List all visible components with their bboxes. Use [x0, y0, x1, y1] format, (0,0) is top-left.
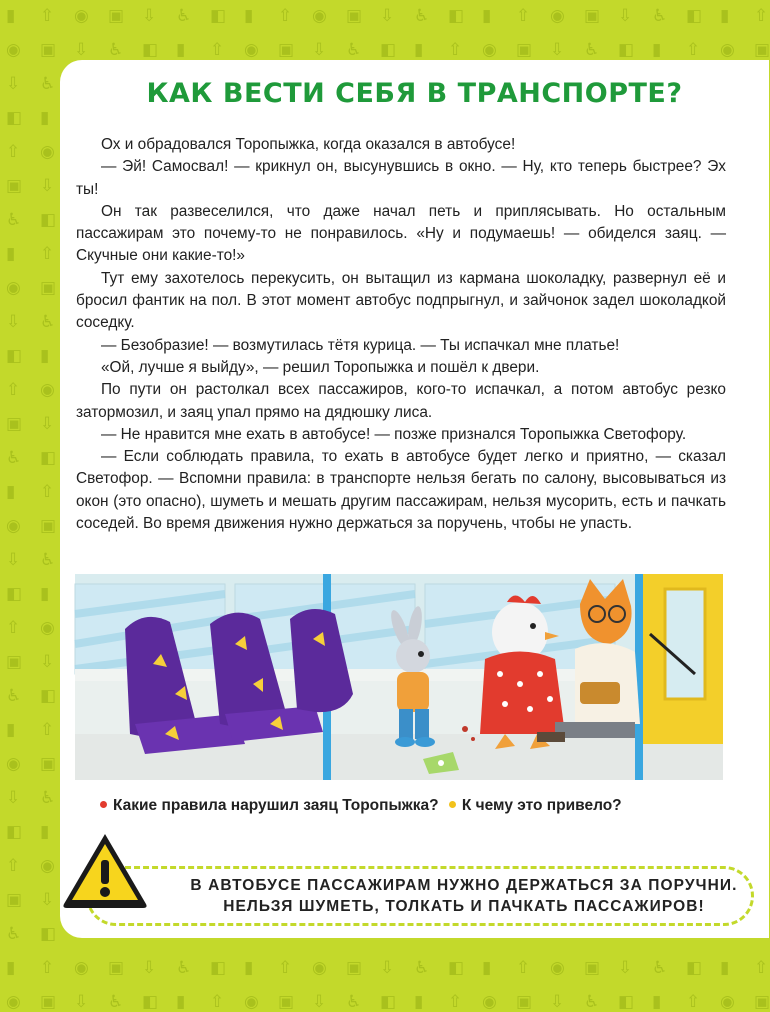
arrow-up-icon: ⇧ — [6, 856, 21, 876]
car-icon: ◉ — [6, 992, 21, 1012]
arrow-down-icon: ⇩ — [40, 890, 55, 910]
story-paragraph: — Эй! Самосвал! — крикнул он, высунувшись в окно. — Ну, кто теперь быстрее? Эх ты! — [76, 158, 726, 198]
bus-icon: ▣ — [516, 40, 533, 60]
traffic-light-icon: ▮ — [652, 992, 662, 1012]
arrow-down-icon: ⇩ — [40, 652, 55, 672]
bus-icon: ▣ — [516, 992, 533, 1012]
bus-icon: ▣ — [278, 40, 295, 60]
car-icon: ◉ — [244, 992, 259, 1012]
car-icon: ◉ — [550, 6, 565, 26]
pedestrian-icon: ♿ — [346, 40, 362, 60]
arrow-up-icon: ⇧ — [210, 992, 225, 1012]
arrow-down-icon: ⇩ — [6, 788, 21, 808]
sign-icon: ◧ — [618, 40, 635, 60]
pedestrian-icon: ♿ — [6, 686, 22, 706]
traffic-light-icon: ▮ — [176, 40, 186, 60]
bus-illustration — [75, 574, 723, 780]
arrow-up-icon: ⇧ — [40, 244, 55, 264]
traffic-light-icon: ▮ — [6, 482, 16, 502]
sign-icon: ◧ — [448, 958, 465, 978]
car-icon: ◉ — [312, 958, 327, 978]
car-icon: ◉ — [6, 40, 21, 60]
sign-icon: ◧ — [210, 6, 227, 26]
pedestrian-icon: ♿ — [584, 992, 600, 1012]
rules-box — [86, 866, 754, 926]
traffic-light-icon: ▮ — [40, 108, 50, 128]
arrow-up-icon: ⇧ — [686, 40, 701, 60]
sign-icon: ◧ — [40, 924, 57, 944]
bus-icon: ▣ — [346, 958, 363, 978]
story-paragraph: «Ой, лучше я выйду», — решил Торопыжка и пошёл к двери. — [101, 358, 540, 376]
arrow-down-icon: ⇩ — [312, 40, 327, 60]
pedestrian-icon: ♿ — [346, 992, 362, 1012]
bus-scene-svg — [75, 574, 723, 780]
arrow-up-icon: ⇧ — [448, 40, 463, 60]
sign-icon: ◧ — [686, 6, 703, 26]
bus-icon: ▣ — [40, 278, 57, 298]
sign-icon: ◧ — [6, 584, 23, 604]
bus-icon: ▣ — [6, 176, 23, 196]
traffic-light-icon: ▮ — [6, 6, 16, 26]
arrow-down-icon: ⇩ — [380, 958, 395, 978]
car-icon: ◉ — [40, 380, 55, 400]
car-icon: ◉ — [40, 856, 55, 876]
traffic-light-icon: ▮ — [482, 958, 492, 978]
pedestrian-icon: ♿ — [40, 312, 56, 332]
arrow-down-icon: ⇩ — [312, 992, 327, 1012]
arrow-down-icon: ⇩ — [142, 6, 157, 26]
story-paragraph: — Не нравится мне ехать в автобусе! — позже признался Торопыжка Светофору. — [101, 425, 687, 443]
bus-icon: ▣ — [346, 6, 363, 26]
car-icon: ◉ — [244, 40, 259, 60]
sign-icon: ◧ — [380, 992, 397, 1012]
car-icon: ◉ — [720, 40, 735, 60]
arrow-down-icon: ⇩ — [74, 40, 89, 60]
story-paragraph: Тут ему захотелось перекусить, он вытащил из кармана шоколадку, развернул её и бросил фантик на пол. В этот момент автобус подпрыгнул, и зайчонок задел шоколадкой соседку. — [76, 269, 726, 332]
arrow-down-icon: ⇩ — [40, 414, 55, 434]
sign-icon: ◧ — [448, 6, 465, 26]
arrow-down-icon: ⇩ — [6, 312, 21, 332]
story-paragraph: — Безобразие! — возмутилась тётя курица. — Ты испачкал мне платье! — [101, 336, 620, 354]
red-bullet-icon — [100, 801, 107, 808]
arrow-up-icon: ⇧ — [516, 6, 531, 26]
sign-icon: ◧ — [142, 992, 159, 1012]
traffic-light-icon: ▮ — [244, 958, 254, 978]
car-icon: ◉ — [482, 992, 497, 1012]
arrow-up-icon: ⇧ — [516, 958, 531, 978]
car-icon: ◉ — [6, 516, 21, 536]
sign-icon: ◧ — [6, 822, 23, 842]
story-paragraph: — Если соблюдать правила, то ехать в автобусе будет легко и приятно, — сказал Светофор. — Вспомни правила: в транспорте нельзя бегать по салону, высовываться из окон (это опасно), шуметь и мешать другим пассажирам, нельзя мусорить, есть и пачкать соседей. Во время движения нужно держаться за поручень, чтобы не упасть. — [76, 448, 726, 533]
car-icon: ◉ — [74, 6, 89, 26]
arrow-down-icon: ⇩ — [74, 992, 89, 1012]
traffic-light-icon: ▮ — [482, 6, 492, 26]
pedestrian-icon: ♿ — [108, 992, 124, 1012]
bus-icon: ▣ — [6, 414, 23, 434]
bus-seats — [125, 609, 353, 754]
arrow-up-icon: ⇧ — [278, 958, 293, 978]
story-paragraph: Ох и обрадовался Торопыжка, когда оказался в автобусе! — [101, 136, 516, 153]
sign-icon: ◧ — [40, 448, 57, 468]
pedestrian-icon: ♿ — [652, 958, 668, 978]
pedestrian-icon: ♿ — [414, 6, 430, 26]
pedestrian-icon: ♿ — [40, 550, 56, 570]
arrow-up-icon: ⇧ — [210, 40, 225, 60]
traffic-light-icon: ▮ — [414, 992, 424, 1012]
question-1: Какие правила нарушил заяц Торопыжка? — [113, 797, 439, 814]
warning-triangle-icon — [60, 830, 150, 910]
discussion-questions — [100, 797, 622, 815]
bus-icon: ▣ — [108, 6, 125, 26]
pedestrian-icon: ♿ — [40, 788, 56, 808]
arrow-down-icon: ⇩ — [380, 6, 395, 26]
pedestrian-icon: ♿ — [6, 448, 22, 468]
story-paragraph: По пути он растолкал всех пассажиров, кого-то испачкал, а потом автобус резко затормозил, и заяц упал прямо на дядюшку лиса. — [76, 381, 726, 421]
bus-icon: ▣ — [40, 516, 57, 536]
pedestrian-icon: ♿ — [584, 40, 600, 60]
bus-icon: ▣ — [40, 40, 57, 60]
arrow-down-icon: ⇩ — [6, 550, 21, 570]
traffic-light-icon: ▮ — [40, 822, 50, 842]
bus-icon: ▣ — [40, 992, 57, 1012]
pedestrian-icon: ♿ — [176, 6, 192, 26]
story-text — [76, 134, 726, 535]
arrow-up-icon: ⇧ — [40, 482, 55, 502]
traffic-light-icon: ▮ — [176, 992, 186, 1012]
arrow-up-icon: ⇧ — [6, 142, 21, 162]
traffic-light-icon: ▮ — [720, 6, 730, 26]
pedestrian-icon: ♿ — [108, 40, 124, 60]
arrow-up-icon: ⇧ — [40, 6, 55, 26]
arrow-up-icon: ⇧ — [754, 6, 769, 26]
arrow-up-icon: ⇧ — [40, 720, 55, 740]
arrow-up-icon: ⇧ — [6, 380, 21, 400]
car-icon: ◉ — [40, 142, 55, 162]
sign-icon: ◧ — [380, 40, 397, 60]
pedestrian-icon: ♿ — [176, 958, 192, 978]
bus-icon: ▣ — [6, 652, 23, 672]
arrow-down-icon: ⇩ — [6, 74, 21, 94]
pedestrian-icon: ♿ — [6, 924, 22, 944]
bus-icon: ▣ — [278, 992, 295, 1012]
rule-line-2: НЕЛЬЗЯ ШУМЕТЬ, ТОЛКАТЬ И ПАЧКАТЬ ПАССАЖИРОВ! — [223, 898, 705, 915]
car-icon: ◉ — [40, 618, 55, 638]
sign-icon: ◧ — [210, 958, 227, 978]
traffic-light-icon: ▮ — [40, 346, 50, 366]
car-icon: ◉ — [482, 40, 497, 60]
arrow-down-icon: ⇩ — [142, 958, 157, 978]
car-icon: ◉ — [74, 958, 89, 978]
arrow-up-icon: ⇧ — [278, 6, 293, 26]
car-icon: ◉ — [312, 6, 327, 26]
pedestrian-icon: ♿ — [40, 74, 56, 94]
car-icon: ◉ — [720, 992, 735, 1012]
traffic-light-icon: ▮ — [720, 958, 730, 978]
sign-icon: ◧ — [618, 992, 635, 1012]
arrow-up-icon: ⇧ — [754, 958, 769, 978]
traffic-light-icon: ▮ — [652, 40, 662, 60]
traffic-light-icon: ▮ — [6, 244, 16, 264]
bus-icon: ▣ — [584, 6, 601, 26]
bus-icon: ▣ — [754, 992, 770, 1012]
traffic-light-icon: ▮ — [6, 720, 16, 740]
question-2: К чему это привело? — [461, 797, 622, 814]
traffic-light-icon: ▮ — [414, 40, 424, 60]
arrow-down-icon: ⇩ — [550, 992, 565, 1012]
rules-text — [184, 875, 744, 917]
bus-icon: ▣ — [754, 40, 770, 60]
sign-icon: ◧ — [686, 958, 703, 978]
traffic-light-icon: ▮ — [6, 958, 16, 978]
arrow-down-icon: ⇩ — [40, 176, 55, 196]
rule-line-1: В АВТОБУСЕ ПАССАЖИРАМ НУЖНО ДЕРЖАТЬСЯ ЗА ПОРУЧНИ. — [190, 877, 738, 894]
arrow-down-icon: ⇩ — [618, 958, 633, 978]
arrow-up-icon: ⇧ — [6, 618, 21, 638]
bus-icon: ▣ — [108, 958, 125, 978]
content-card — [60, 60, 769, 938]
sign-icon: ◧ — [142, 40, 159, 60]
arrow-up-icon: ⇧ — [448, 992, 463, 1012]
yellow-bullet-icon — [449, 801, 456, 808]
car-icon: ◉ — [550, 958, 565, 978]
pedestrian-icon: ♿ — [652, 6, 668, 26]
car-icon: ◉ — [6, 278, 21, 298]
story-paragraph: Он так развеселился, что даже начал петь и приплясывать. Но остальным пассажирам это почему-то не понравилось. «Ну и подумаешь! — обиделся заяц. — Скучные они какие-то!» — [76, 202, 726, 265]
bus-icon: ▣ — [584, 958, 601, 978]
pedestrian-icon: ♿ — [6, 210, 22, 230]
pedestrian-icon: ♿ — [414, 958, 430, 978]
page-title: КАК ВЕСТИ СЕБЯ В ТРАНСПОРТЕ? — [146, 78, 683, 109]
sign-icon: ◧ — [40, 686, 57, 706]
arrow-down-icon: ⇩ — [550, 40, 565, 60]
car-icon: ◉ — [6, 754, 21, 774]
traffic-light-icon: ▮ — [244, 6, 254, 26]
arrow-up-icon: ⇧ — [686, 992, 701, 1012]
sign-icon: ◧ — [6, 346, 23, 366]
bus-icon: ▣ — [40, 754, 57, 774]
arrow-up-icon: ⇧ — [40, 958, 55, 978]
arrow-down-icon: ⇩ — [618, 6, 633, 26]
sign-icon: ◧ — [6, 108, 23, 128]
traffic-light-icon: ▮ — [40, 584, 50, 604]
sign-icon: ◧ — [40, 210, 57, 230]
bus-icon: ▣ — [6, 890, 23, 910]
